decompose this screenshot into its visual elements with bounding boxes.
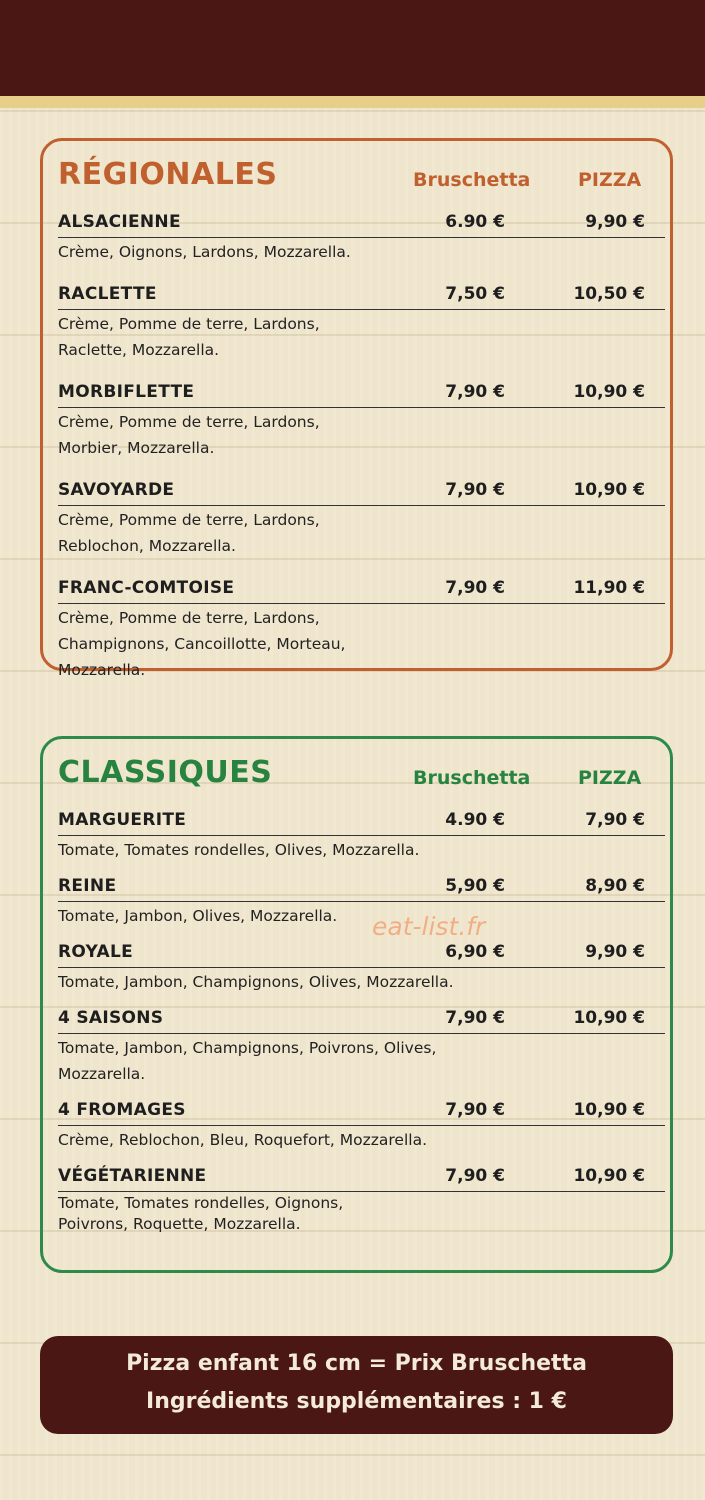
menu-item-row	[58, 1007, 665, 1034]
item-ingredients: Crème, Oignons, Lardons, Mozzarella.	[58, 243, 351, 261]
price-pizza: 10,90 €	[573, 1008, 645, 1028]
item-name: MORBIFLETTE	[58, 382, 195, 402]
menu-item-row	[58, 1165, 665, 1192]
menu-item-row	[58, 479, 665, 506]
item-name: 4 SAISONS	[58, 1008, 164, 1028]
menu-item	[58, 381, 665, 461]
top-accent-stripe	[0, 96, 705, 108]
classiques-section	[40, 736, 673, 1273]
price-pizza: 10,90 €	[573, 480, 645, 500]
menu-item	[58, 941, 665, 995]
price-pizza: 9,90 €	[585, 212, 645, 232]
menu-item	[58, 283, 665, 363]
menu-item	[58, 875, 665, 929]
price-pizza: 9,90 €	[585, 942, 645, 962]
item-name: 4 FROMAGES	[58, 1100, 186, 1120]
price-bruschetta: 6,90 €	[445, 942, 505, 962]
item-name: MARGUERITE	[58, 810, 187, 830]
item-ingredients: Crème, Pomme de terre, Lardons, Raclette, Mozzarella.	[58, 315, 320, 359]
item-ingredients: Crème, Pomme de terre, Lardons, Champignons, Cancoillotte, Morteau, Mozzarella.	[58, 609, 346, 679]
price-bruschetta: 7,90 €	[445, 1008, 505, 1028]
column-header-bruschetta: Bruschetta	[413, 169, 531, 191]
price-pizza: 11,90 €	[573, 578, 645, 598]
item-name: VÉGÉTARIENNE	[58, 1166, 207, 1186]
price-bruschetta: 7,90 €	[445, 382, 505, 402]
price-bruschetta: 7,90 €	[445, 578, 505, 598]
price-pizza: 10,90 €	[573, 1166, 645, 1186]
column-header-bruschetta: Bruschetta	[413, 767, 531, 789]
item-name: ALSACIENNE	[58, 212, 181, 232]
item-name: SAVOYARDE	[58, 480, 175, 500]
menu-item	[58, 809, 665, 863]
column-header-pizza: PIZZA	[578, 169, 642, 191]
menu-item-row	[58, 381, 665, 408]
menu-item-row	[58, 1099, 665, 1126]
menu-item	[58, 1165, 665, 1235]
menu-item-row	[58, 283, 665, 310]
item-ingredients: Tomate, Jambon, Olives, Mozzarella.	[58, 907, 338, 925]
price-pizza: 7,90 €	[585, 810, 645, 830]
footer-line-kids-pizza: Pizza enfant 16 cm = Prix Bruschetta	[126, 1351, 587, 1376]
menu-item	[58, 479, 665, 559]
item-name: ROYALE	[58, 942, 134, 962]
regionales-section	[40, 138, 673, 679]
item-ingredients: Tomate, Tomates rondelles, Oignons, Poivrons, Roquette, Mozzarella.	[58, 1194, 344, 1233]
item-ingredients: Crème, Pomme de terre, Lardons, Reblochon, Mozzarella.	[58, 511, 320, 555]
menu-item-row	[58, 941, 665, 968]
item-ingredients: Crème, Pomme de terre, Lardons, Morbier, Mozzarella.	[58, 413, 320, 457]
menu-item-row	[58, 577, 665, 604]
price-bruschetta: 5,90 €	[445, 876, 505, 896]
price-bruschetta: 7,50 €	[445, 284, 505, 304]
price-pizza: 10,50 €	[573, 284, 645, 304]
item-ingredients: Tomate, Jambon, Champignons, Olives, Mozzarella.	[58, 973, 454, 991]
item-ingredients: Tomate, Tomates rondelles, Olives, Mozzarella.	[58, 841, 420, 859]
item-ingredients: Tomate, Jambon, Champignons, Poivrons, Olives, Mozzarella.	[58, 1039, 437, 1083]
menu-item-list	[58, 211, 665, 701]
price-pizza: 10,90 €	[573, 1100, 645, 1120]
price-bruschetta: 4.90 €	[445, 810, 505, 830]
menu-item	[58, 1099, 665, 1153]
footer-line-extra-ingredients: Ingrédients supplémentaires : 1 €	[146, 1389, 567, 1414]
item-name: RACLETTE	[58, 284, 157, 304]
section-title: CLASSIQUES	[58, 755, 273, 790]
price-pizza: 10,90 €	[573, 382, 645, 402]
price-pizza: 8,90 €	[585, 876, 645, 896]
menu-item	[58, 1007, 665, 1087]
item-ingredients: Crème, Reblochon, Bleu, Roquefort, Mozzarella.	[58, 1131, 428, 1149]
menu-item-list	[58, 809, 665, 1247]
section-title: RÉGIONALES	[58, 157, 278, 192]
price-bruschetta: 7,90 €	[445, 1166, 505, 1186]
menu-item-row	[58, 211, 665, 238]
price-bruschetta: 7,90 €	[445, 480, 505, 500]
menu-item-row	[58, 809, 665, 836]
menu-item	[58, 211, 665, 265]
price-bruschetta: 6.90 €	[445, 212, 505, 232]
watermark-text: eat-list.fr	[372, 912, 486, 941]
section-header	[58, 153, 655, 203]
footer-info-banner	[40, 1336, 673, 1434]
item-name: FRANC-COMTOISE	[58, 578, 235, 598]
item-name: REINE	[58, 876, 117, 896]
column-header-pizza: PIZZA	[578, 767, 642, 789]
menu-item-row	[58, 875, 665, 902]
price-bruschetta: 7,90 €	[445, 1100, 505, 1120]
section-header	[58, 751, 655, 801]
top-header-band	[0, 0, 705, 96]
menu-item	[58, 577, 665, 683]
